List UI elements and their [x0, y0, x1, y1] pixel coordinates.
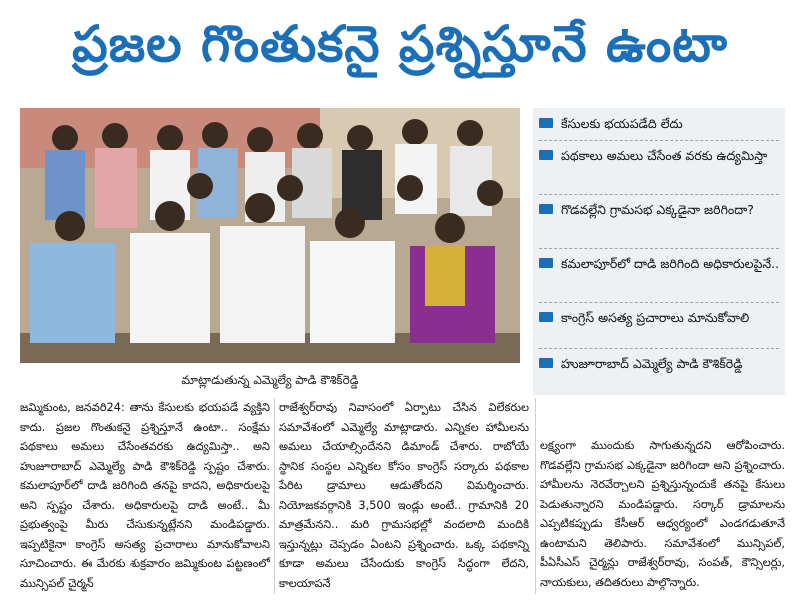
divider: [539, 348, 779, 349]
highlight-text: గొడవల్లేని గ్రామసభ ఎక్కడైనా జరిగిందా?: [561, 202, 754, 217]
highlight-text: పథకాలు అమలు చేసేంత వరకు ఉద్యమిస్తా: [561, 148, 768, 163]
divider: [539, 302, 779, 303]
column-rule: [274, 398, 275, 594]
highlights-box: [533, 108, 785, 395]
square-bullet-icon: [539, 204, 553, 214]
divider: [539, 248, 779, 249]
square-bullet-icon: [539, 118, 553, 128]
highlight-text: కేసులకు భయపడేది లేదు: [561, 116, 683, 131]
square-bullet-icon: [539, 150, 553, 160]
highlight-item: [539, 254, 781, 273]
article-column-1: జమ్మికుంట, జనవరి24: తాను కేసులకు భయపడే వ్యక్తిని కాదు. ప్రజల గొంతుకనై ప్రశ్నిస్తూనే ఉంటా.. సంక్షేమ పథకాలు అమలు చేసేంతవరకు ఉద్యమిస్తా.. అని హుజూరాబాద్ ఎమ్మెల్యే పాడి కౌశిక్‌రెడ్డి స్పష్టం చేశారు. కమలాపూర్‌లో దాడి జరిగింది తనపై కాదని, అధికారులపై అని స్పష్టం చేశారు. అధికారులపై దాడి అంటే.. మీ ప్రభుత్వంపై మీరు చేసుకున్నట్లేనని మండిపడ్డారు. ఇప్పటికైనా కాంగ్రెస్ అసత్య ప్రచారాలు మానుకోవాలని సూచించారు. ఈ మేరకు శుక్రవారం జమ్మికుంట పట్టణంలో మున్సిపల్ చైర్మన్: [20, 401, 270, 590]
article-column-3: లక్ష్యంగా ముందుకు సాగుతున్నదని ఆరోపించారు. గొడవల్లేని గ్రామసభ ఎక్కడైనా జరిగిందా అని ప్రశ్నించారు. హామీలను నెరవేర్చాలని ప్రశ్నిస్తున్నందుకే తనపై కేసులు పెడుతున్నారని మండిపడ్డారు. సర్కార్ డ్రామాలను ఎప్పటికప్పుడు కేసీఆర్ ఆధ్వర్యంలో ఎండగడుతూనే ఉంటామని తెలిపారు. సమావేశంలో మున్సిపల్, పీఏసీఎస్ చైర్మన్లు రాజేశ్వర్‌రావు, సంపత్, కౌన్సిలర్లు, నాయకులు, తదితరులు పాల్గొన్నారు.: [540, 439, 785, 589]
column-rule: [535, 398, 536, 594]
highlight-item: [539, 114, 781, 133]
news-photo: [20, 108, 520, 363]
article-column-2: రాజేశ్వర్‌రావు నివాసంలో ఏర్పాటు చేసిన విలేకరుల సమావేశంలో ఎమ్మెల్యే మాట్లాడారు. ఎన్నికల హామీలను అమలు చేయాల్సిందేనని డిమాండ్ చేశారు. రాబోయే స్థానిక సంస్థల ఎన్నికల కోసం కాంగ్రెస్ సర్కారు పథకాల పేరిట డ్రామాలు ఆడుతోందని విమర్శించారు. నియోజకవర్గానికి 3,500 ఇండ్లు అంటే.. గ్రామానికి 20 మాత్రమేనని.. మరి గ్రామసభల్లో వందలాది మందికి ఇస్తున్నట్లు చెప్పడం ఏంటని ప్రశ్నించారు. ఒక్క పథకాన్ని కూడా అమలు చేసేందుకు కాంగ్రెస్ సిద్ధంగా లేదని, కాలయాపనే: [279, 401, 529, 590]
highlight-text: కాంగ్రెస్ అసత్య ప్రచారాలు మానుకోవాలి: [561, 310, 750, 325]
square-bullet-icon: [539, 358, 553, 368]
divider: [539, 140, 779, 141]
highlight-item: [539, 308, 781, 327]
headline: ప్రజల గొంతుకనై ప్రశ్నిస్తూనే ఉంటా: [0, 0, 800, 100]
square-bullet-icon: [539, 258, 553, 268]
highlight-item: [539, 146, 781, 165]
highlight-text: హుజూరాబాద్ ఎమ్మెల్యే పాడి కౌశిక్‌రెడ్డి: [561, 356, 743, 371]
highlight-item: [539, 200, 781, 219]
highlight-text: కమలాపూర్‌లో దాడి జరిగింది అధికారులపైనే..: [561, 256, 780, 271]
photo-caption: మాట్లాడుతున్న ఎమ్మెల్యే పాడి కౌశిక్‌రెడ్డి: [20, 366, 520, 394]
highlight-item: [539, 354, 781, 373]
divider: [539, 194, 779, 195]
square-bullet-icon: [539, 312, 553, 322]
group-photo-illustration: [20, 108, 520, 363]
